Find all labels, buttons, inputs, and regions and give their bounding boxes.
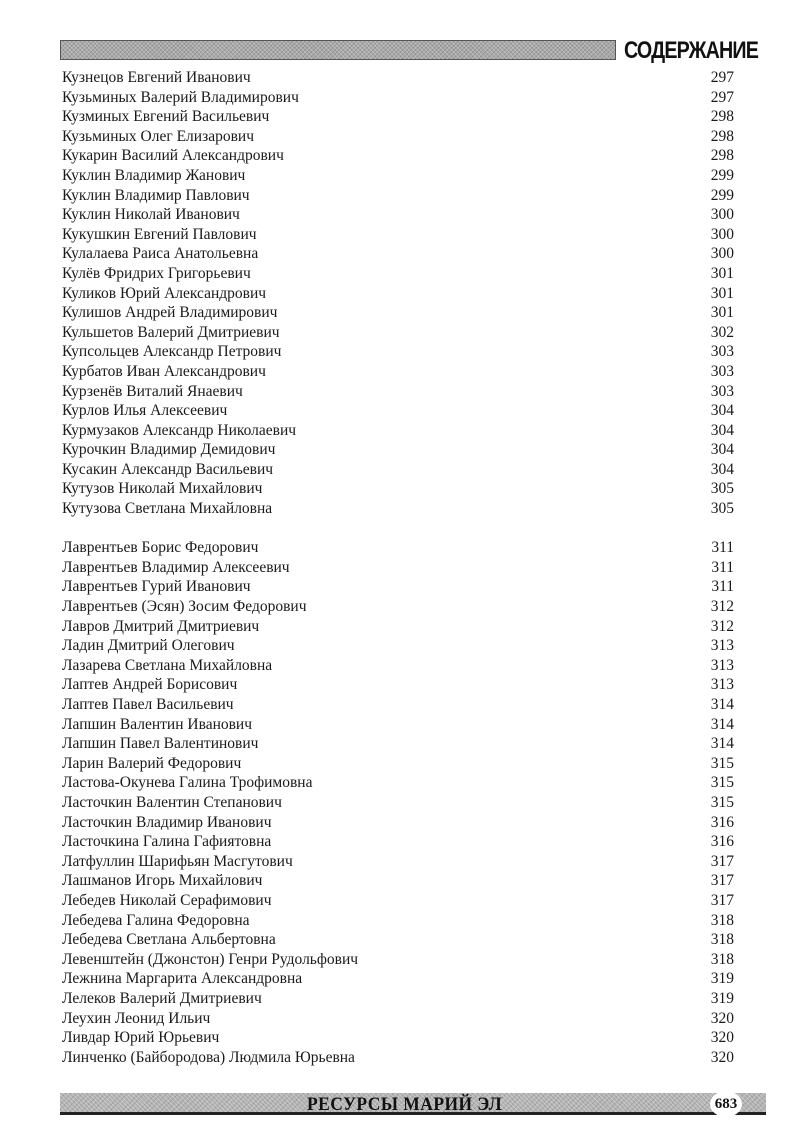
toc-entry-page: 317 (710, 852, 734, 870)
toc-entry (62, 773, 734, 793)
toc-entry-name: Ласточкин Владимир Иванович (62, 813, 272, 831)
toc-entry-page: 314 (710, 696, 734, 713)
toc-entry-page: 301 (710, 284, 734, 302)
toc-entry (62, 577, 734, 597)
toc-entry (62, 1048, 734, 1068)
toc-entry-page: 304 (710, 421, 734, 439)
toc-entry-page: 314 (710, 735, 734, 753)
toc-entry (62, 166, 734, 186)
toc-entry-page: 320 (710, 1009, 734, 1027)
toc-entry (62, 264, 734, 284)
toc-entry-name: Линченко (Байбородова) Людмила Юрьевна (62, 1048, 355, 1066)
toc-entry (62, 754, 734, 774)
toc-entry-page: 304 (710, 402, 734, 420)
toc-entry-page: 318 (710, 931, 734, 949)
toc-entry (62, 107, 734, 127)
toc-entry-name: Кукушкин Евгений Павлович (62, 225, 257, 243)
toc-entry (62, 244, 734, 264)
toc-entry (62, 617, 734, 637)
toc-entry-name: Лаптев Андрей Борисович (62, 676, 238, 694)
toc-entry-name: Кузьминых Валерий Владимирович (62, 88, 299, 106)
toc-entry-page: 313 (710, 637, 734, 655)
toc-entry-name: Курбатов Иван Александрович (62, 362, 266, 380)
toc-entry-name: Ладин Дмитрий Олегович (62, 637, 235, 655)
toc-entry (62, 68, 734, 88)
toc-entry (62, 362, 734, 382)
toc-entry (62, 832, 734, 852)
toc-entry (62, 499, 734, 519)
toc-entry (62, 1028, 734, 1048)
toc-entry-page: 301 (710, 304, 734, 322)
toc-entry (62, 1009, 734, 1029)
toc-entry (62, 695, 734, 715)
toc-entry-page: 316 (710, 813, 734, 831)
toc-entry-page: 319 (710, 970, 734, 988)
toc-entry (62, 891, 734, 911)
section-gap (62, 519, 734, 539)
toc-entry (62, 538, 734, 558)
toc-entry (62, 852, 734, 872)
toc-entry-name: Куклин Николай Иванович (62, 206, 240, 224)
toc-entry-page: 304 (710, 441, 734, 459)
toc-entry (62, 675, 734, 695)
toc-section-k (62, 68, 734, 519)
toc-entry-name: Лебедев Николай Серафимович (62, 891, 272, 909)
toc-entry-name: Лелеков Валерий Дмитриевич (62, 989, 262, 1007)
toc-entry (62, 127, 734, 147)
toc-entry (62, 205, 734, 225)
toc-entry (62, 715, 734, 735)
toc-entry-page: 297 (710, 88, 734, 106)
toc-entry-page: 300 (710, 225, 734, 243)
toc-entry-page: 317 (710, 891, 734, 909)
toc-entry (62, 813, 734, 833)
toc-entry-name: Кулёв Фридрих Григорьевич (62, 264, 251, 282)
toc-entry (62, 950, 734, 970)
toc-entry-page: 318 (710, 950, 734, 968)
toc-entry-page: 312 (710, 598, 734, 616)
toc-entry-page: 305 (710, 480, 734, 498)
page-number-badge: 683 (710, 1091, 742, 1117)
toc-entry (62, 911, 734, 931)
toc-entry-name: Кузнецов Евгений Иванович (62, 69, 251, 86)
toc-entry-name: Кулалаева Раиса Анатольевна (62, 245, 259, 263)
toc-entry-name: Лаврентьев Владимир Алексеевич (62, 558, 290, 576)
toc-entry-name: Лебедева Галина Федоровна (62, 911, 250, 929)
toc-entry-page: 305 (710, 500, 734, 518)
toc-entry (62, 969, 734, 989)
toc-entry (62, 225, 734, 245)
toc-entry (62, 342, 734, 362)
toc-entry (62, 460, 734, 480)
page-title: СОДЕРЖАНИЕ (624, 37, 759, 64)
toc-entry-page: 313 (710, 656, 734, 674)
toc-entry (62, 479, 734, 499)
toc-entry-page: 317 (710, 872, 734, 890)
toc-entry-name: Кузьминых Олег Елизарович (62, 127, 255, 145)
toc-entry-name: Курочкин Владимир Демидович (62, 441, 276, 459)
toc-entry-page: 298 (710, 147, 734, 165)
toc-entry-name: Лазарева Светлана Михайловна (62, 656, 273, 674)
toc-entry (62, 146, 734, 166)
toc-entry-page: 299 (710, 186, 734, 204)
toc-entry-name: Лашманов Игорь Михайлович (62, 872, 263, 890)
toc-entry (62, 871, 734, 891)
toc-entry-name: Лапшин Павел Валентинович (62, 735, 259, 753)
toc-entry (62, 284, 734, 304)
toc-entry-name: Ласточкина Галина Гафиятовна (62, 833, 272, 851)
toc-entry (62, 734, 734, 754)
toc-entry-name: Лапшин Валентин Иванович (62, 715, 253, 733)
toc-entry (62, 636, 734, 656)
toc-entry-page: 311 (711, 558, 734, 576)
toc-entry-name: Куклин Владимир Жанович (62, 166, 246, 184)
table-of-contents (62, 68, 734, 1067)
toc-entry-page: 311 (711, 539, 734, 557)
toc-entry-name: Купсольцев Александр Петрович (62, 343, 282, 361)
toc-entry-page: 320 (710, 1048, 734, 1066)
toc-entry-name: Ливдар Юрий Юрьевич (62, 1029, 220, 1047)
toc-entry-name: Курзенёв Виталий Янаевич (62, 382, 243, 400)
toc-entry-name: Ласточкин Валентин Степанович (62, 793, 282, 811)
toc-entry-page: 299 (710, 166, 734, 184)
toc-entry-page: 304 (710, 460, 734, 478)
toc-entry-page: 298 (710, 108, 734, 126)
toc-entry-page: 319 (710, 989, 734, 1007)
toc-entry-page: 301 (710, 264, 734, 282)
toc-entry (62, 793, 734, 813)
toc-entry-page: 297 (710, 69, 734, 86)
toc-entry-name: Курлов Илья Алексеевич (62, 402, 228, 420)
toc-entry-name: Лавров Дмитрий Дмитриевич (62, 617, 260, 635)
toc-entry-name: Кульшетов Валерий Дмитриевич (62, 323, 280, 341)
toc-entry-name: Леухин Леонид Ильич (62, 1009, 211, 1027)
toc-entry (62, 930, 734, 950)
toc-entry-page: 303 (710, 362, 734, 380)
toc-entry-page: 300 (710, 245, 734, 263)
footer-title: РЕСУРСЫ МАРИЙ ЭЛ (307, 1094, 503, 1115)
toc-entry-name: Кулишов Андрей Владимирович (62, 304, 278, 322)
toc-entry-page: 315 (710, 774, 734, 792)
toc-entry (62, 989, 734, 1009)
toc-entry (62, 558, 734, 578)
toc-entry-page: 314 (710, 715, 734, 733)
toc-entry-name: Латфуллин Шарифьян Масгутович (62, 852, 293, 870)
toc-entry (62, 382, 734, 402)
toc-entry (62, 323, 734, 343)
header-decorative-band (60, 40, 616, 60)
toc-entry-page: 298 (710, 127, 734, 145)
toc-entry-page: 302 (710, 323, 734, 341)
toc-entry-name: Лаврентьев Гурий Иванович (62, 578, 251, 596)
toc-entry-name: Лаврентьев (Эсян) Зосим Федорович (62, 598, 307, 616)
toc-section-l (62, 538, 734, 1067)
toc-entry-name: Ларин Валерий Федорович (62, 754, 242, 772)
toc-entry (62, 186, 734, 206)
toc-entry-page: 300 (710, 206, 734, 224)
toc-entry-name: Левенштейн (Джонстон) Генри Рудольфович (62, 950, 359, 968)
toc-entry-name: Лаптев Павел Васильевич (62, 696, 234, 713)
toc-entry-page: 320 (710, 1029, 734, 1047)
toc-entry (62, 401, 734, 421)
toc-entry-page: 303 (710, 343, 734, 361)
toc-entry (62, 421, 734, 441)
toc-entry-page: 315 (710, 754, 734, 772)
toc-entry-page: 312 (710, 617, 734, 635)
toc-entry-page: 316 (710, 833, 734, 851)
toc-entry (62, 597, 734, 617)
toc-entry-page: 315 (710, 793, 734, 811)
toc-entry-name: Кутузов Николай Михайлович (62, 480, 263, 498)
toc-entry-page: 318 (710, 911, 734, 929)
toc-entry (62, 440, 734, 460)
toc-entry (62, 88, 734, 108)
toc-entry-page: 313 (710, 676, 734, 694)
toc-entry-name: Лаврентьев Борис Федорович (62, 539, 259, 557)
toc-entry-name: Кузминых Евгений Васильевич (62, 108, 270, 126)
toc-entry-name: Ластова-Окунева Галина Трофимовна (62, 774, 313, 792)
toc-entry-name: Кутузова Светлана Михайловна (62, 500, 273, 518)
toc-entry-name: Кусакин Александр Васильевич (62, 460, 274, 478)
toc-entry-name: Куликов Юрий Александрович (62, 284, 267, 302)
toc-entry (62, 656, 734, 676)
toc-entry-name: Лебедева Светлана Альбертовна (62, 931, 276, 949)
toc-entry-name: Лежнина Маргарита Александровна (62, 970, 303, 988)
toc-entry-name: Куклин Владимир Павлович (62, 186, 250, 204)
toc-entry-page: 303 (710, 382, 734, 400)
toc-entry-page: 311 (711, 578, 734, 596)
toc-entry-name: Курмузаков Александр Николаевич (62, 421, 297, 439)
toc-entry (62, 303, 734, 323)
toc-entry-name: Кукарин Василий Александрович (62, 147, 284, 165)
